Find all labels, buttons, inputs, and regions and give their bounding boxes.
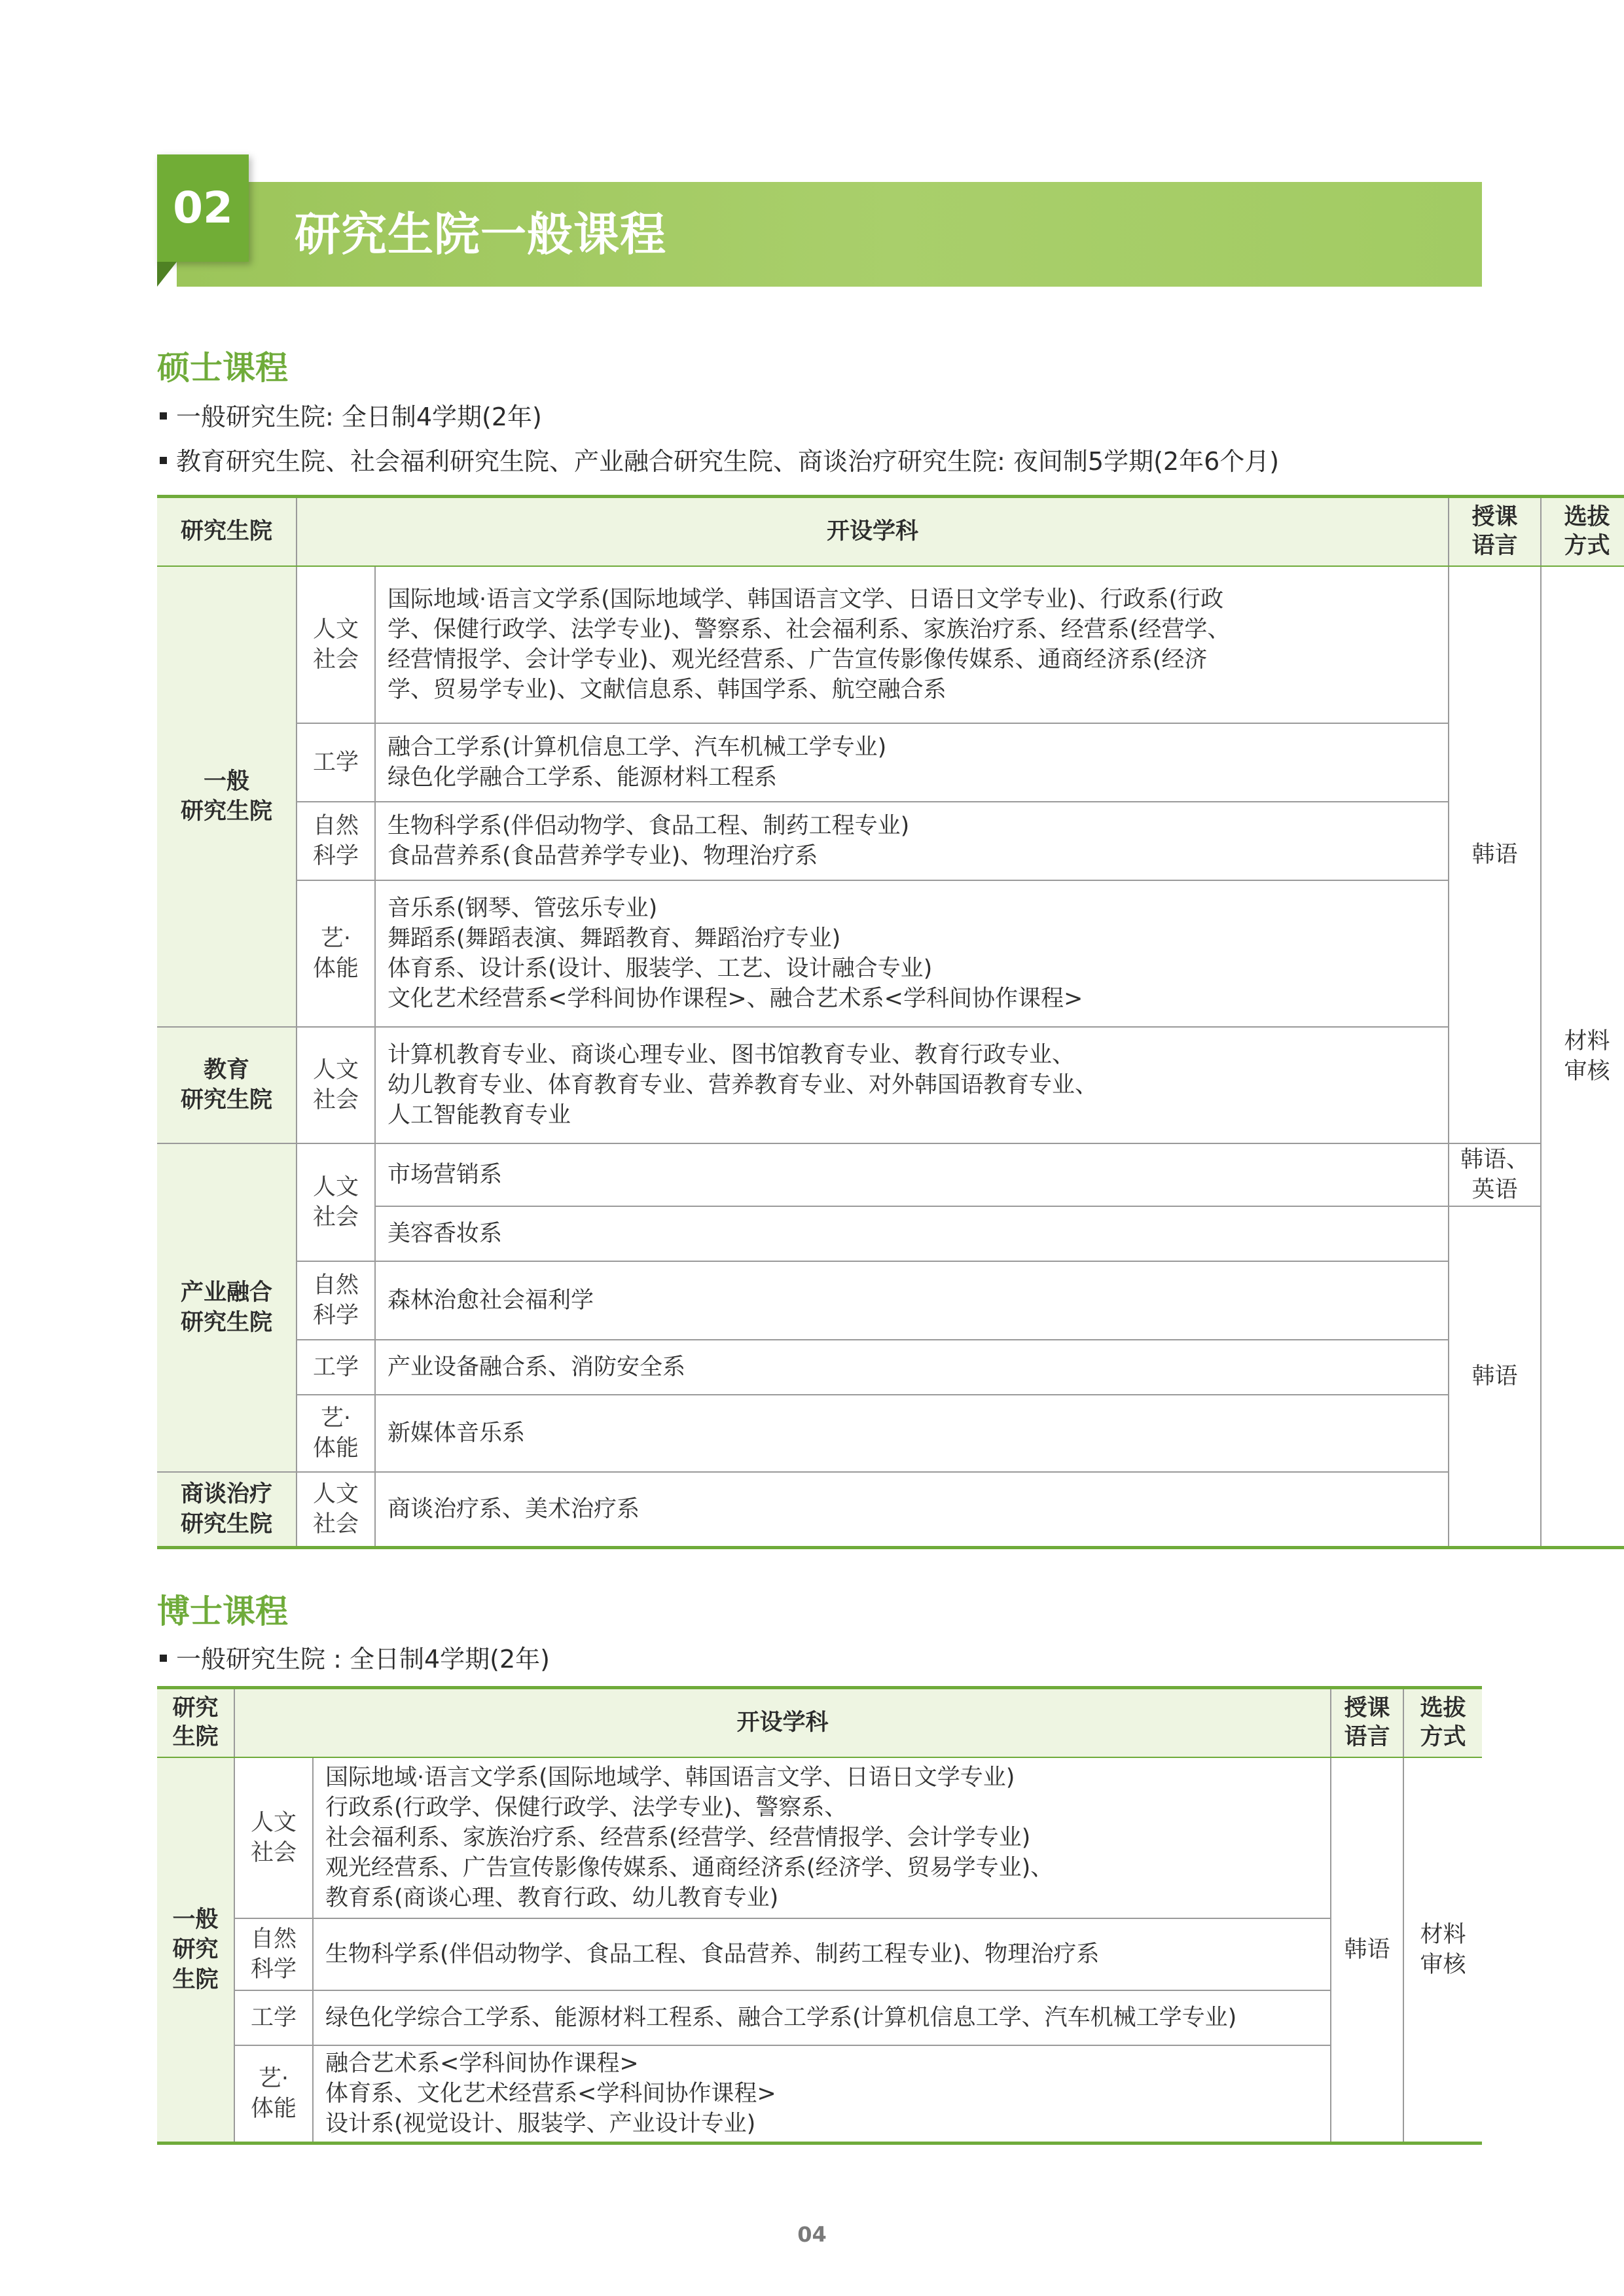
field-humanities: 人文 社会 bbox=[297, 1472, 375, 1548]
table-row bbox=[157, 1143, 1624, 1206]
majors-cell: 市场营销系 bbox=[375, 1143, 1449, 1206]
majors-cell: 商谈治疗系、美术治疗系 bbox=[375, 1472, 1449, 1548]
field-arts: 艺· 体能 bbox=[297, 880, 375, 1027]
col-header-majors: 开设学科 bbox=[297, 497, 1449, 566]
master-section-title: 硕士课程 bbox=[157, 349, 288, 387]
field-humanities: 人文 社会 bbox=[297, 1027, 375, 1143]
school-counseling: 商谈治疗 研究生院 bbox=[157, 1472, 297, 1548]
field-science: 自然 科学 bbox=[297, 802, 375, 880]
table-row bbox=[157, 802, 1624, 880]
majors-cell: 计算机教育专业、商谈心理专业、图书馆教育专业、教育行政专业、 幼儿教育专业、体育教育专业、营养教育专业、对外韩国语教育专业、 人工智能教育专业 bbox=[375, 1027, 1449, 1143]
language-korean: 韩语 bbox=[1449, 566, 1541, 1143]
master-bullet-1: 一般研究生院: 全日制4学期(2年) bbox=[160, 397, 542, 433]
field-science: 自然 科学 bbox=[234, 1918, 313, 1990]
selection-method: 材料 审核 bbox=[1403, 1757, 1482, 2144]
master-bullet-2: 教育研究生院、社会福利研究生院、产业融合研究生院、商谈治疗研究生院: 夜间制5学期(2年6个月) bbox=[160, 441, 1279, 477]
table-row bbox=[157, 1918, 1482, 1990]
table-row bbox=[157, 566, 1624, 723]
majors-cell: 融合工学系(计算机信息工学、汽车机械工学专业) 绿色化学融合工学系、能源材料工程系 bbox=[375, 723, 1449, 802]
field-arts: 艺· 体能 bbox=[297, 1395, 375, 1472]
majors-cell: 绿色化学综合工学系、能源材料工程系、融合工学系(计算机信息工学、汽车机械工学专业) bbox=[313, 1990, 1331, 2045]
field-engineering: 工学 bbox=[234, 1990, 313, 2045]
table-row bbox=[157, 1757, 1482, 1918]
field-humanities: 人文 社会 bbox=[297, 1143, 375, 1261]
majors-cell: 产业设备融合系、消防安全系 bbox=[375, 1340, 1449, 1395]
page-title: 研究生院一般课程 bbox=[295, 207, 666, 261]
master-course-table bbox=[157, 495, 1624, 1549]
language-korean: 韩语 bbox=[1449, 1206, 1541, 1548]
majors-cell: 生物科学系(伴侣动物学、食品工程、食品营养、制药工程专业)、物理治疗系 bbox=[313, 1918, 1331, 1990]
col-header-majors: 开设学科 bbox=[234, 1688, 1331, 1757]
field-science: 自然 科学 bbox=[297, 1261, 375, 1340]
language-korean: 韩语 bbox=[1331, 1757, 1403, 2144]
section-number-badge: 02 bbox=[157, 154, 249, 262]
table-row bbox=[157, 1990, 1482, 2045]
majors-cell: 美容香妆系 bbox=[375, 1206, 1449, 1261]
col-header-school: 研究 生院 bbox=[157, 1688, 234, 1757]
majors-cell: 国际地域·语言文学系(国际地域学、韩国语言文学、日语日文学专业) 行政系(行政学、保健行政学、法学专业)、警察系、 社会福利系、家族治疗系、经营系(经营学、经营情报学、会计学专业) 观光经营系、广告宣传影像传媒系、通商经济系(经济学、贸易学专业)、 教育系(商谈心理、教育行政、幼儿教育专业) bbox=[313, 1757, 1331, 1918]
field-humanities: 人文 社会 bbox=[234, 1757, 313, 1918]
bullet-square-icon bbox=[160, 457, 167, 464]
majors-cell: 森林治愈社会福利学 bbox=[375, 1261, 1449, 1340]
badge-fold-decoration bbox=[157, 262, 177, 287]
bullet-square-icon bbox=[160, 1655, 167, 1662]
language-korean-english: 韩语、 英语 bbox=[1449, 1143, 1541, 1206]
field-engineering: 工学 bbox=[297, 1340, 375, 1395]
field-arts: 艺· 体能 bbox=[234, 2045, 313, 2144]
col-header-selection: 选拔 方式 bbox=[1403, 1688, 1482, 1757]
col-header-school: 研究生院 bbox=[157, 497, 297, 566]
bullet-square-icon bbox=[160, 412, 167, 420]
title-banner bbox=[177, 182, 1482, 287]
col-header-language: 授课 语言 bbox=[1449, 497, 1541, 566]
majors-cell: 音乐系(钢琴、管弦乐专业) 舞蹈系(舞蹈表演、舞蹈教育、舞蹈治疗专业) 体育系、设计系(设计、服装学、工艺、设计融合专业) 文化艺术经营系<学科间协作课程>、融合艺术系<学科间协作课程> bbox=[375, 880, 1449, 1027]
majors-cell: 融合艺术系<学科间协作课程> 体育系、文化艺术经营系<学科间协作课程> 设计系(视觉设计、服装学、产业设计专业) bbox=[313, 2045, 1331, 2144]
table-row bbox=[157, 880, 1624, 1027]
table-row bbox=[157, 1261, 1624, 1340]
majors-cell: 国际地域·语言文学系(国际地域学、韩国语言文学、日语日文学专业)、行政系(行政 学、保健行政学、法学专业)、警察系、社会福利系、家族治疗系、经营系(经营学、 经营情报学、会计学专业)、观光经营系、广告宣传影像传媒系、通商经济系(经济 学、贸易学专业)、文献信息系、韩国学系、航空融合系 bbox=[375, 566, 1449, 723]
table-row bbox=[157, 1027, 1624, 1143]
table-row bbox=[157, 2045, 1482, 2144]
table-row bbox=[157, 1340, 1624, 1395]
table-row bbox=[157, 1395, 1624, 1472]
table-row bbox=[157, 1206, 1624, 1261]
col-header-selection: 选拔 方式 bbox=[1541, 497, 1624, 566]
table-row bbox=[157, 723, 1624, 802]
table-row bbox=[157, 1472, 1624, 1548]
doctor-bullet-1: 一般研究生院 : 全日制4学期(2年) bbox=[160, 1639, 550, 1675]
col-header-language: 授课 语言 bbox=[1331, 1688, 1403, 1757]
majors-cell: 生物科学系(伴侣动物学、食品工程、制药工程专业) 食品营养系(食品营养学专业)、物理治疗系 bbox=[375, 802, 1449, 880]
majors-cell: 新媒体音乐系 bbox=[375, 1395, 1449, 1472]
field-humanities: 人文 社会 bbox=[297, 566, 375, 723]
school-industry: 产业融合 研究生院 bbox=[157, 1143, 297, 1472]
doctor-section-title: 博士课程 bbox=[157, 1592, 288, 1630]
selection-method: 材料 审核 bbox=[1541, 566, 1624, 1548]
school-education: 教育 研究生院 bbox=[157, 1027, 297, 1143]
doctor-course-table bbox=[157, 1686, 1482, 2145]
school-general: 一般 研究 生院 bbox=[157, 1757, 234, 2144]
field-engineering: 工学 bbox=[297, 723, 375, 802]
page-number: 04 bbox=[797, 2222, 827, 2247]
school-general: 一般 研究生院 bbox=[157, 566, 297, 1027]
